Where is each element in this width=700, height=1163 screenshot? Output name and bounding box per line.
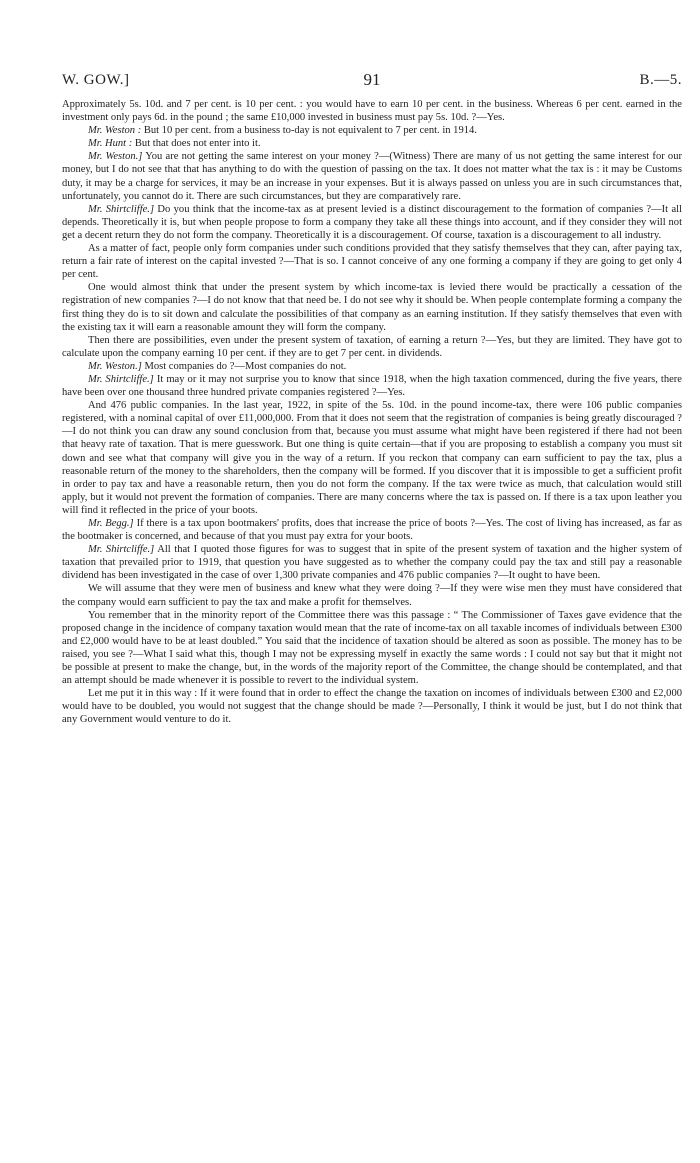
speaker-label: Mr. Begg.] [88,518,134,529]
paragraph-3: Mr. Hunt : But that does not enter into it. [88,138,261,150]
paragraph-9: Mr. Weston.] Most companies do ?—Most companies do not. [88,360,347,372]
page-body [62,98,682,727]
document-reference: B.—5. [639,72,682,88]
speaker-label: Mr. Weston : [88,125,142,137]
paragraph-6: As a matter of fact, people only form companies under such conditions provided that they satisfy themselves that they can, after paying tax, return a fair rate of interest on the capital invested ?—That is so. I cannot conceive of any one forming a company if they are going to get only 4 per cent. [62,243,682,281]
paragraph-16: Let me put it in this way : If it were found that in order to effect the change the taxation on incomes of individuals between £300 and £2,000 would have to be doubled, you would not suggest that the change should be made ?—Personally, I think it would be just, but I do not think that any Government would venture to do it. [62,688,682,726]
speaker-label: Mr. Hunt : [88,138,133,150]
speaker-label: Mr. Weston.] [88,360,142,372]
speaker-label: Mr. Shirtcliffe.] [88,373,154,385]
paragraph-13: Mr. Shirtcliffe.] All that I quoted those figures for was to suggest that in spite of the present system of taxation and the higher system of taxation that prevailed prior to 1919, that question you have suggested as to whether the company could pay the tax and still pay a reasonable dividend has been investigated in the case of over 1,300 private companies and 476 public companies ?—It ought to have been. [62,544,682,582]
paragraph-2: Mr. Weston : But 10 per cent. from a business to-day is not equivalent to 7 per cent. in 1914. [88,125,477,137]
header-witness-name: W. GOW.] [62,72,130,88]
paragraph-8: Then there are possibilities, even under the present system of taxation, of earning a return ?—Yes, but they are limited. They have got to calculate upon the company earning 10 per cent. if they are to get 7 per cent. in dividends. [62,334,682,359]
paragraph-10: Mr. Shirtcliffe.] It may or it may not surprise you to know that since 1918, when the high taxation commenced, during the five years, there have been over one thousand three hundred private companies registered ?—Yes. [62,373,682,399]
paragraph-7: One would almost think that under the present system by which income-tax is levied there would be practically a cessation of the registration of new companies ?—I do not know that that need be. I do not see why it should be. When people contemplate forming a company the first thing they do is to sit down and calculate the possibilities of that company as an earning institution. If they satisfy themselves that even with the existing tax it will earn a reasonable amount they will form the company. [62,282,682,333]
page-header [62,72,682,92]
speaker-label: Mr. Shirtcliffe.] [88,544,155,556]
paragraph-5: Mr. Shirtcliffe.] Do you think that the income-tax as at present levied is a distinct discouragement to the formation of companies ?—It all depends. Theoretically it is, but when people propose to form a company they take all these things into account, and if they consider they will not get a decent return they do not form the company. Theoretically it is a discouragement. Of course, taxation is a discouragement to all industry. [62,203,682,241]
paragraph-1: Approximately 5s. 10d. and 7 per cent. is 10 per cent. : you would have to earn 10 per cent. in the business. Whereas 6 per cent. earned in the investment only pays 6d. in the pound ; the same £10,000 invested in business must pay 5s. 10d. ?—Yes. [62,99,682,124]
speaker-label: Mr. Weston.] [88,151,143,163]
speaker-label: Mr. Shirtcliffe.] [88,203,155,215]
paragraph-4: Mr. Weston.] You are not getting the same interest on your money ?—(Witness) There are many of us not getting the same interest for our money, but I do not see that that has anything to do with the question of passing on the tax. It does not matter what the tax is : it may be Customs duty, it may be a charge for services, it may be an increase in your expenses. But it is always passed on unless you are in such circumstances that, unfortunately, you cannot do it. There are such circumstances, but they are comparatively rare. [62,151,682,202]
paragraph-11: And 476 public companies. In the last year, 1922, in spite of the 5s. 10d. in the pound income-tax, there were 106 public companies registered, with a nominal capital of over £11,000,000. From that it does not seem that the registration of companies is being greatly discouraged ?—I do not think you can draw any sound conclusion from that, because you must assume what might have been registered if there had not been that heavy rate of taxation. That is mere guesswork. But one thing is quite certain—that if you are proposing to establish a company you must sit down and see what that company will give you in the way of a return. If you reckon that company can earn sufficient to pay the tax, plus a reasonable return of the money to the shareholders, then the company will be formed. If you discover that it is impossible to get a sufficient profit in order to pay tax and have a reasonable return, then you do not form the company. If the tax were twice as much, that calculation would still apply, but it would not prevent the formation of companies. There are many concerns where the tax is passed on. If there is a tax upon leather you will find it reflected in the price of your boots. [62,400,682,516]
paragraph-14: We will assume that they were men of business and knew what they were doing ?—If they were wise men they must have considered that the company would earn sufficient to pay the tax and make a profit for themselves. [62,583,682,608]
paragraph-15: You remember that in the minority report of the Committee there was this passage : “ The Commissioner of Taxes gave evidence that the proposed change in the incidence of company taxation would mean that the rate of income-tax on all taxable incomes of individuals between £300 and £2,000 would have to be at least doubled.” You said that the incidence of taxation should be altered as soon as possible. The money has to be raised, you see ?—What I said what this, though I may not be expressing myself in exactly the same words : I could not say but that it might not be possible at present to make the change, but, in the words of the majority report of the Committee, the change should be contemplated, and that an attempt should be made whenever it is possible to revert to the individual system. [62,609,682,687]
paragraph-12: Mr. Begg.] If there is a tax upon bootmakers' profits, does that increase the price of boots ?—Yes. The cost of living has increased, as far as the bootmaker is concerned, and because of that you must pay extra for your boots. [62,518,683,543]
page-number: 91 [363,70,381,89]
